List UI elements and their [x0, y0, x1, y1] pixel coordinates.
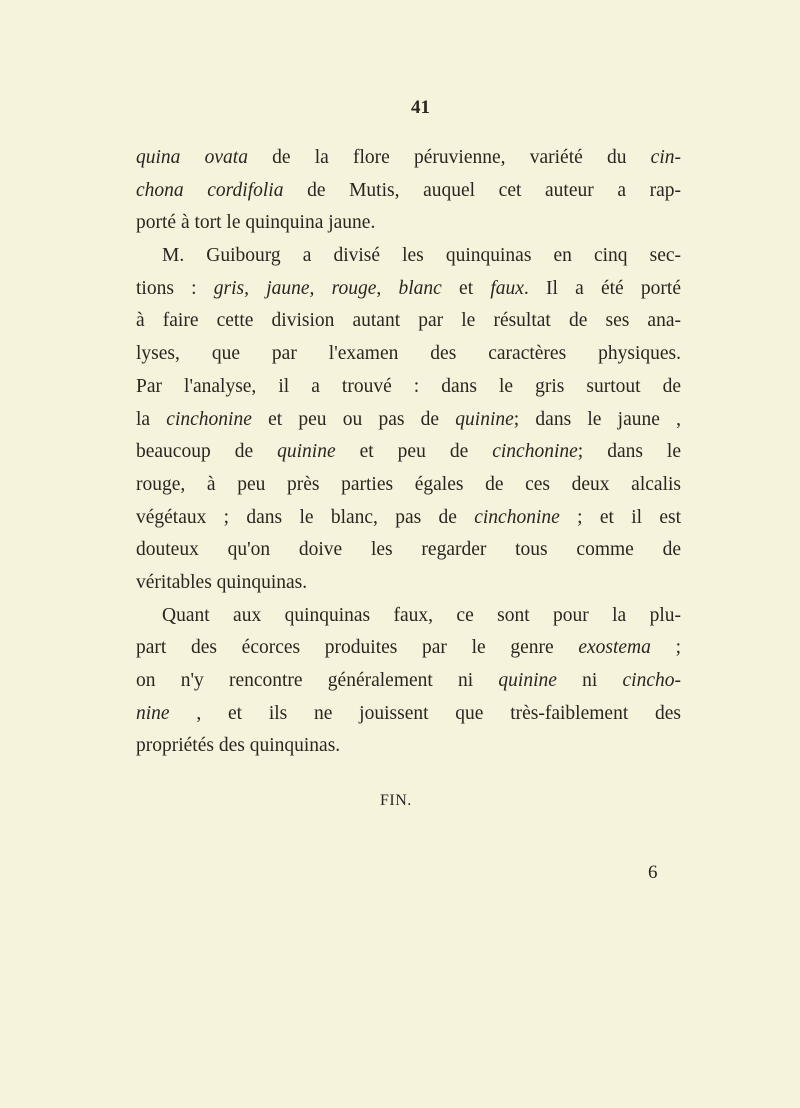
- text-run: et peu ou pas de: [251, 408, 456, 430]
- text-line: [136, 567, 681, 600]
- italic-term: cinchonine: [474, 506, 560, 528]
- signature-mark: 6: [648, 862, 658, 883]
- text-run: Par l'analyse, il a trouvé : dans le gris surtout de: [136, 375, 681, 397]
- text-line: [136, 502, 681, 535]
- italic-term: faux: [490, 277, 524, 299]
- text-run: ; dans le jaune ,: [513, 408, 681, 430]
- text-line: [136, 371, 681, 404]
- page-number: 41: [411, 97, 430, 118]
- text-run: porté à tort le quinquina jaune.: [136, 212, 376, 234]
- text-line: [136, 142, 681, 175]
- italic-term: quinine: [277, 441, 336, 463]
- text-run: ; et il est: [559, 506, 681, 528]
- text-line: [136, 273, 681, 306]
- text-line: [136, 534, 681, 567]
- text-run: ;: [650, 637, 681, 659]
- text-run: beaucoup de: [136, 441, 278, 463]
- italic-term: nine: [136, 702, 170, 724]
- italic-term: quina ovata: [136, 147, 248, 168]
- text-run: ; dans le: [577, 441, 681, 463]
- text-run: Quant aux quinquinas faux, ce sont pour la plu-: [162, 604, 681, 626]
- italic-term: chona cordifolia: [136, 179, 284, 201]
- text-line: [136, 207, 681, 240]
- italic-term: blanc: [398, 277, 442, 299]
- text-line: [136, 632, 681, 665]
- italic-term: gris, jaune, rouge: [213, 277, 377, 299]
- text-run: de la flore péruvienne, variété du: [247, 147, 651, 168]
- text-run: part des écorces produites par le genre: [136, 637, 579, 659]
- text-run: rouge, à peu près parties égales de ces deux alcalis: [136, 473, 681, 495]
- text-line: [136, 600, 681, 633]
- text-run: douteux qu'on doive les regarder tous comme de: [136, 539, 681, 561]
- text-run: M. Guibourg a divisé les quinquinas en cinq sec-: [162, 245, 681, 267]
- end-marker: FIN.: [380, 792, 412, 809]
- text-run: ,: [376, 277, 399, 299]
- italic-term: quinine: [455, 408, 514, 430]
- italic-term: exostema: [578, 637, 651, 659]
- body-text: [136, 142, 681, 763]
- text-line: [136, 305, 681, 338]
- text-run: de Mutis, auquel cet auteur a rap-: [283, 179, 681, 201]
- text-line: [136, 240, 681, 273]
- text-run: lyses, que par l'examen des caractères physiques.: [136, 343, 681, 365]
- italic-term: cin-: [650, 147, 681, 168]
- text-run: végétaux ; dans le blanc, pas de: [136, 506, 475, 528]
- text-line: [136, 730, 681, 763]
- text-line: [136, 175, 681, 208]
- text-run: la: [136, 408, 167, 430]
- text-run: . Il a été porté: [523, 277, 681, 299]
- text-run: et peu de: [335, 441, 493, 463]
- text-line: [136, 404, 681, 437]
- text-run: on n'y rencontre généralement ni: [136, 670, 499, 691]
- text-run: tions :: [136, 277, 214, 299]
- text-line: [136, 469, 681, 502]
- text-run: , et ils ne jouissent que très-faiblement des: [169, 702, 681, 724]
- text-run: à faire cette division autant par le résultat de ses ana-: [136, 310, 681, 332]
- text-line: [136, 338, 681, 371]
- italic-term: cinchonine: [492, 441, 578, 463]
- italic-term: cincho-: [622, 670, 681, 691]
- text-run: et: [441, 277, 491, 299]
- text-run: propriétés des quinquinas.: [136, 735, 341, 757]
- italic-term: cinchonine: [166, 408, 252, 430]
- text-line: [136, 436, 681, 469]
- text-run: ni: [556, 670, 623, 691]
- italic-term: quinine: [498, 670, 557, 691]
- text-run: véritables quinquinas.: [136, 571, 308, 593]
- text-line: [136, 698, 681, 731]
- text-line: [136, 665, 681, 698]
